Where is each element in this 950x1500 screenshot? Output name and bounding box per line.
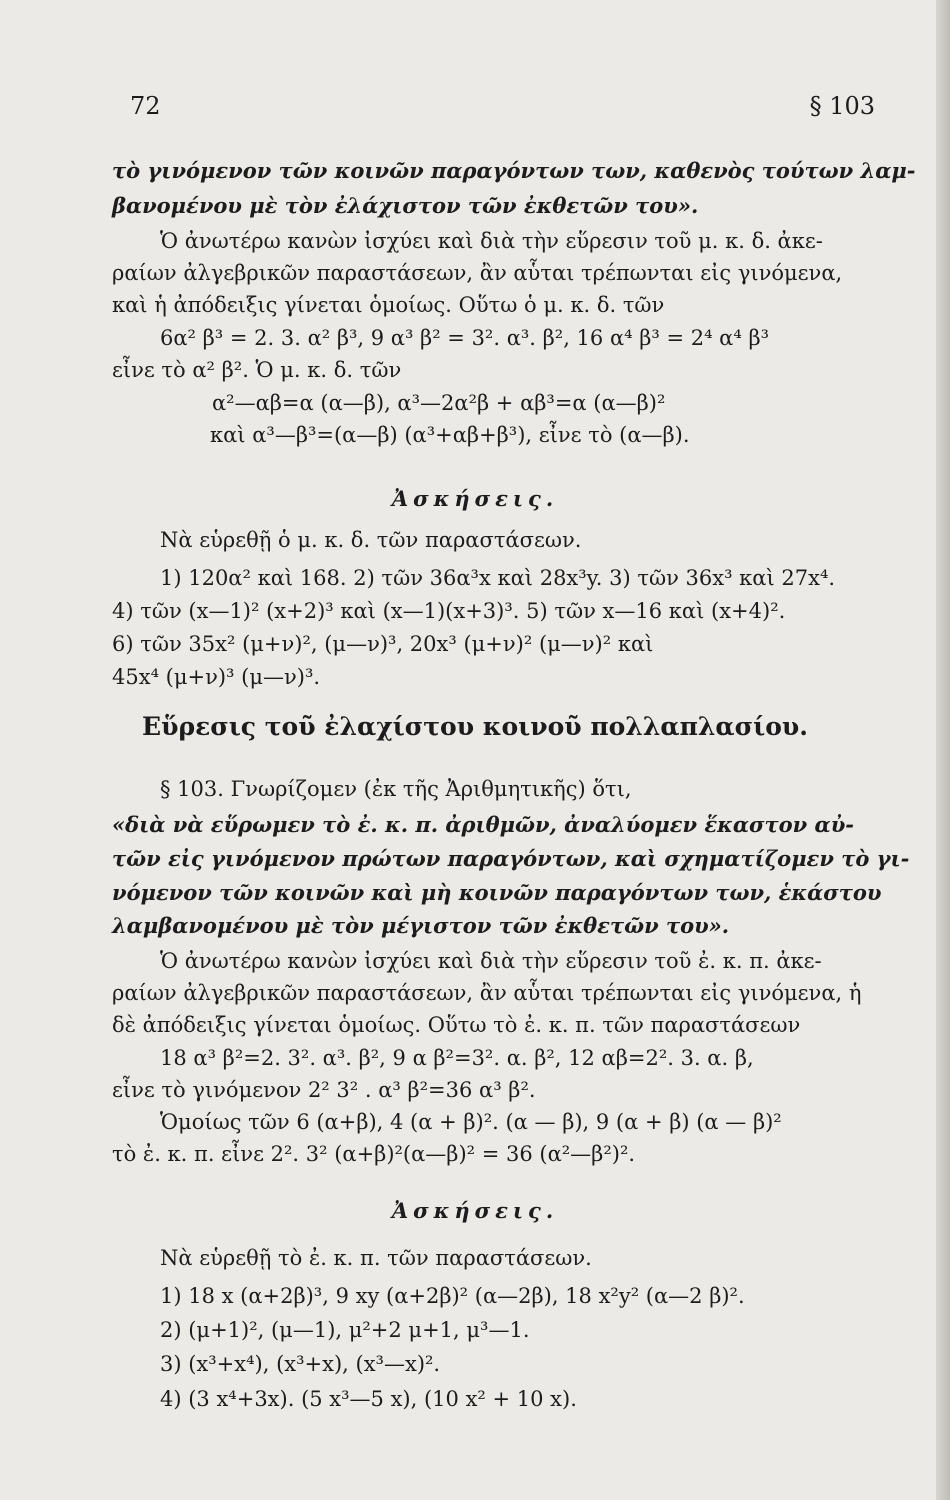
section-number: § 103: [809, 92, 875, 120]
formula-line: καὶ α³—β³=(α—β) (α³+αβ+β³), εἶνε τὸ (α—β).: [210, 423, 690, 447]
text-line: ραίων ἀλγεβρικῶν παραστάσεων, ἂν αὗται τρέπωνται εἰς γινόμενα, ἡ: [112, 981, 862, 1005]
formula-line: α²—αβ=α (α—β), α³—2α²β + αβ³=α (α—β)²: [212, 391, 666, 415]
exercise-line: 4) (3 x⁴+3x). (5 x³—5 x), (10 x² + 10 x).: [160, 1387, 577, 1411]
exercises-heading: Ἀσκήσεις.: [391, 1198, 559, 1223]
text-line: § 103. Γνωρίζομεν (ἐκ τῆς Ἀριθμητικῆς) ὅτι,: [160, 777, 632, 801]
exercises-heading: Ἀσκήσεις.: [391, 486, 559, 511]
text-line: Νὰ εὑρεθῇ τὸ ἐ. κ. π. τῶν παραστάσεων.: [160, 1246, 592, 1270]
exercise-line: 4) τῶν (x—1)² (x+2)³ καὶ (x—1)(x+3)³. 5) τῶν x—16 καὶ (x+4)².: [112, 599, 786, 623]
text-line: λαμβανομένου μὲ τὸν μέγιστον τῶν ἐκθετῶν του».: [112, 913, 730, 938]
page-header: [130, 92, 875, 126]
text-line: νόμενον τῶν κοινῶν καὶ μὴ κοινῶν παραγόντων των, ἑκάστου: [112, 880, 882, 905]
exercise-line: 1) 120α² καὶ 168. 2) τῶν 36α³x καὶ 28x³y. 3) τῶν 36x³ καὶ 27x⁴.: [160, 566, 836, 590]
exercise-line: 3) (x³+x⁴), (x³+x), (x³—x)².: [160, 1352, 441, 1376]
text-line: εἶνε τὸ α² β². Ὁ μ. κ. δ. τῶν: [112, 358, 402, 382]
text-line: «διὰ νὰ εὕρωμεν τὸ ἐ. κ. π. ἀριθμῶν, ἀναλύομεν ἕκαστον αὐ-: [112, 812, 854, 837]
exercise-line: 45x⁴ (μ+ν)³ (μ—ν)³.: [112, 665, 321, 689]
text-line: Ὁ ἀνωτέρω κανὼν ἰσχύει καὶ διὰ τὴν εὕρεσιν τοῦ ἐ. κ. π. ἀκε-: [160, 949, 822, 973]
section-heading: Εὕρεσις τοῦ ἐλαχίστου κοινοῦ πολλαπλασίου.: [142, 712, 808, 741]
exercise-line: 1) 18 x (α+2β)³, 9 xy (α+2β)² (α—2β), 18 x²y² (α—2 β)².: [160, 1284, 745, 1308]
text-line: τὸ γινόμενον τῶν κοινῶν παραγόντων των, καθενὸς τούτων λαμ-: [112, 158, 916, 183]
page-edge-shadow: [936, 0, 950, 1500]
text-line: ραίων ἀλγεβρικῶν παραστάσεων, ἂν αὗται τρέπωνται εἰς γινόμενα,: [112, 261, 843, 285]
text-line: Ὁ ἀνωτέρω κανὼν ἰσχύει καὶ διὰ τὴν εὕρεσιν τοῦ μ. κ. δ. ἀκε-: [160, 229, 823, 253]
text-line: Νὰ εὑρεθῇ ὁ μ. κ. δ. τῶν παραστάσεων.: [160, 528, 582, 552]
text-line: τῶν εἰς γινόμενον πρώτων παραγόντων, καὶ σχηματίζομεν τὸ γι-: [112, 846, 910, 871]
exercise-line: 6) τῶν 35x² (μ+ν)², (μ—ν)³, 20x³ (μ+ν)² (μ—ν)² καὶ: [112, 632, 654, 656]
exercise-line: 2) (μ+1)², (μ—1), μ²+2 μ+1, μ³—1.: [160, 1318, 530, 1342]
text-line: δὲ ἀπόδειξις γίνεται ὁμοίως. Οὕτω τὸ ἐ. κ. π. τῶν παραστάσεων: [112, 1013, 801, 1037]
formula-line: 18 α³ β²=2. 3². α³. β², 9 α β²=3². α. β², 12 αβ=2². 3. α. β,: [160, 1046, 754, 1070]
text-line: εἶνε τὸ γινόμενον 2² 3² . α³ β²=36 α³ β².: [112, 1078, 536, 1102]
formula-line: 6α² β³ = 2. 3. α² β³, 9 α³ β² = 3². α³. β², 16 α⁴ β³ = 2⁴ α⁴ β³: [160, 326, 770, 350]
formula-line: Ὁμοίως τῶν 6 (α+β), 4 (α + β)². (α — β), 9 (α + β) (α — β)²: [160, 1110, 782, 1134]
formula-line: τὸ ἐ. κ. π. εἶνε 2². 3² (α+β)²(α—β)² = 36 (α²—β²)².: [112, 1142, 636, 1166]
text-line: καὶ ἡ ἀπόδειξις γίνεται ὁμοίως. Οὕτω ὁ μ. κ. δ. τῶν: [112, 293, 665, 317]
page-number: 72: [130, 92, 161, 120]
text-line: βανομένου μὲ τὸν ἐλάχιστον τῶν ἐκθετῶν του».: [112, 193, 699, 218]
